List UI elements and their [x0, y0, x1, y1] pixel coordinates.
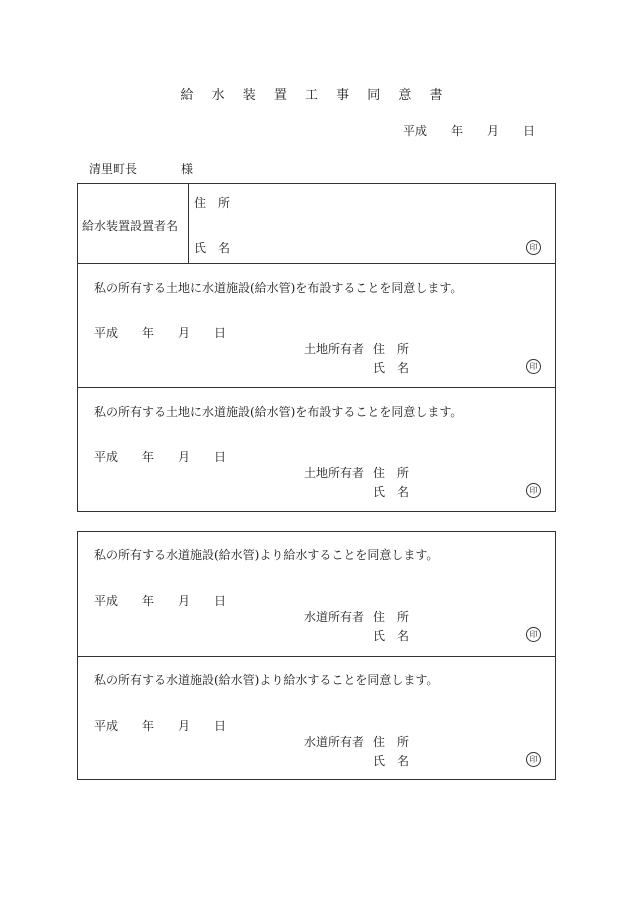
water-consent-section — [78, 657, 555, 780]
land-owner-seal-icon: 印 — [526, 483, 541, 498]
land-owner-name-label: 氏 名 — [373, 361, 410, 375]
water-consent-date: 平成 年 月 日 — [94, 594, 227, 608]
applicant-label: 給水装置設置者名 — [82, 219, 179, 233]
applicant-seal-icon: 印 — [526, 240, 541, 255]
document-date: 平成 年 月 日 — [403, 124, 536, 138]
water-consent-statement: 私の所有する水道施設(給水管)より給水することを同意します。 — [94, 673, 439, 687]
land-owner-name-label: 氏 名 — [373, 485, 410, 499]
land-consent-date: 平成 年 月 日 — [94, 450, 227, 464]
water-owner-seal-icon: 印 — [526, 752, 541, 767]
water-owner-name-label: 氏 名 — [373, 754, 410, 768]
land-consent-date: 平成 年 月 日 — [94, 326, 227, 340]
applicant-row — [78, 184, 555, 263]
addressee: 清里町長 — [89, 162, 138, 176]
land-owner-address-label: 住 所 — [373, 466, 410, 480]
land-consent-section — [78, 264, 555, 387]
land-owner-address-label: 住 所 — [373, 342, 410, 356]
water-owner-address-label: 住 所 — [373, 610, 410, 624]
water-owner-label: 水道所有者 — [304, 735, 365, 749]
land-owner-label: 土地所有者 — [304, 466, 365, 480]
water-owner-seal-icon: 印 — [526, 627, 541, 642]
water-consent-date: 平成 年 月 日 — [94, 719, 227, 733]
water-owner-address-label: 住 所 — [373, 735, 410, 749]
water-consent-section — [78, 532, 555, 656]
land-consent-statement: 私の所有する土地に水道施設(給水管)を布設することを同意します。 — [94, 281, 463, 295]
applicant-address-label: 住 所 — [194, 196, 231, 210]
land-owner-label: 土地所有者 — [304, 342, 365, 356]
consent-box-land — [77, 183, 556, 512]
land-consent-section — [78, 388, 555, 512]
land-consent-statement: 私の所有する土地に水道施設(給水管)を布設することを同意します。 — [94, 405, 463, 419]
water-owner-label: 水道所有者 — [304, 610, 365, 624]
water-owner-name-label: 氏 名 — [373, 629, 410, 643]
applicant-name-label: 氏 名 — [194, 241, 231, 255]
document-title: 給 水 装 置 工 事 同 意 書 — [180, 88, 450, 103]
water-consent-statement: 私の所有する水道施設(給水管)より給水することを同意します。 — [94, 548, 439, 562]
consent-box-water — [77, 531, 556, 780]
addressee-honorific: 様 — [181, 162, 194, 176]
land-owner-seal-icon: 印 — [526, 359, 541, 374]
